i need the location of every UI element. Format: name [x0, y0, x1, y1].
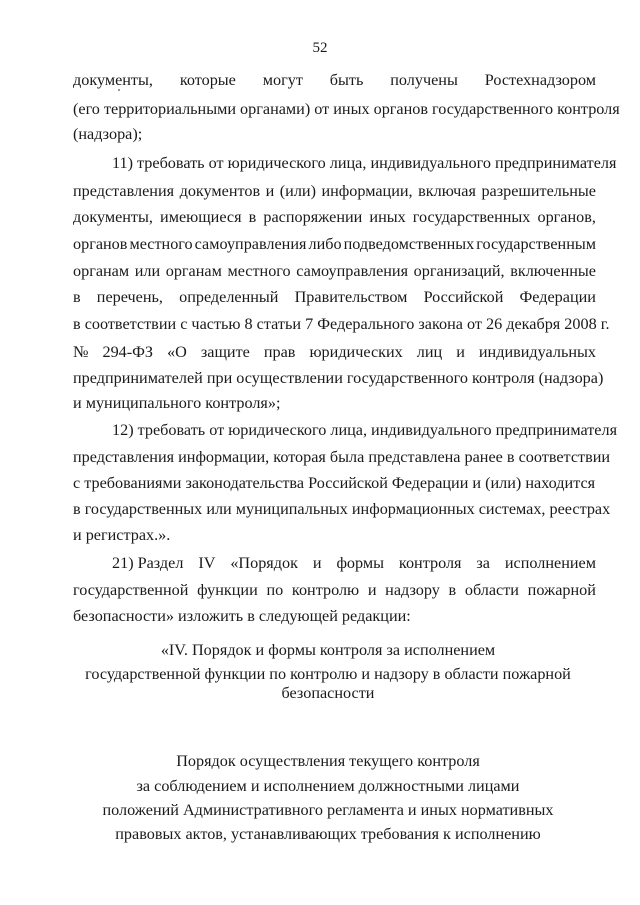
- page-number: 52: [312, 40, 328, 56]
- word: индивидуальных: [478, 343, 596, 361]
- word: формы: [336, 554, 384, 572]
- word: имеющиеся: [160, 208, 242, 226]
- body-line: [73, 181, 596, 201]
- word: подведомственных: [343, 235, 475, 253]
- body-line: 12) требовать от юридического лица, индивидуального предпринимателя: [112, 421, 618, 439]
- body-line: [73, 70, 596, 90]
- word: которые: [179, 71, 236, 89]
- body-line: [73, 234, 596, 254]
- body-line: [73, 342, 596, 362]
- word: информации,: [321, 182, 413, 200]
- word: IV: [198, 554, 216, 572]
- word: или: [134, 262, 161, 280]
- word: местного: [227, 262, 291, 280]
- word: за: [476, 554, 490, 572]
- word: организаций,: [413, 262, 505, 280]
- body-line: [73, 207, 596, 227]
- word: Российской: [423, 288, 504, 306]
- word: документы,: [73, 71, 153, 89]
- subsection-heading-line: правовых актов, устанавливающих требования к исполнению: [115, 825, 541, 843]
- word: 294-ФЗ: [102, 343, 154, 361]
- body-line: и регистрах.».: [73, 526, 171, 544]
- word: органов,: [537, 208, 596, 226]
- word: получены: [390, 71, 458, 89]
- word: документов: [179, 182, 261, 200]
- word: №: [73, 343, 89, 361]
- word: органам: [165, 262, 222, 280]
- word: органов: [73, 235, 128, 253]
- word: Ростехнадзором: [484, 71, 596, 89]
- body-line: (его территориальными органами) от иных органов государственного контроля: [73, 100, 620, 118]
- body-line: и муниципального контроля»;: [73, 394, 281, 412]
- section-heading-line: «IV. Порядок и формы контроля за исполнением: [160, 641, 496, 659]
- word: иных: [369, 208, 406, 226]
- word: и: [265, 182, 275, 200]
- word: государственной: [73, 581, 189, 599]
- word: в: [448, 581, 457, 599]
- word: контролю: [291, 581, 360, 599]
- body-line: [112, 553, 596, 573]
- section-heading-line: безопасности: [281, 684, 375, 702]
- word: перечень,: [96, 288, 163, 306]
- word: функции: [197, 581, 258, 599]
- body-line: (надзора);: [73, 125, 143, 143]
- word: пожарной: [527, 581, 596, 599]
- body-line: [73, 287, 596, 307]
- body-line: предпринимателей при осуществлении государственного контроля (надзора): [73, 369, 604, 387]
- word: по: [266, 581, 284, 599]
- subsection-heading-line: за соблюдением и исполнением должностными лицами: [136, 777, 520, 795]
- word: государственным: [476, 235, 596, 253]
- word: разрешительные: [481, 182, 596, 200]
- word: государственных: [412, 208, 531, 226]
- subsection-heading-line: Порядок осуществления текущего контроля: [176, 752, 480, 770]
- body-line: в государственных или муниципальных информационных системах, реестрах: [73, 500, 611, 518]
- word: прав: [263, 343, 296, 361]
- word: защите: [200, 343, 250, 361]
- word: самоуправления: [296, 262, 409, 280]
- word: Правительством: [294, 288, 408, 306]
- word: представления: [73, 182, 175, 200]
- word: и: [367, 581, 377, 599]
- word: органам: [73, 262, 130, 280]
- body-line: [73, 261, 596, 281]
- body-line: безопасности» изложить в следующей редакции:: [73, 607, 411, 625]
- body-line: в соответствии с частью 8 статьи 7 Федерального закона от 26 декабря 2008 г.: [73, 315, 610, 333]
- word: включенные: [510, 262, 596, 280]
- word: в: [73, 288, 81, 306]
- word: быть: [329, 71, 364, 89]
- word: контроля: [398, 554, 462, 572]
- section-heading-line: государственной функции по контролю и надзору в области пожарной: [85, 665, 571, 683]
- word: и: [456, 343, 465, 361]
- word: могут: [262, 71, 303, 89]
- body-line: 11) требовать от юридического лица, индивидуального предпринимателя: [112, 154, 617, 172]
- word: 21) Раздел: [112, 554, 184, 572]
- body-line: представления информации, которая была представлена ранее в соответствии: [73, 448, 611, 466]
- word: исполнением: [504, 554, 596, 572]
- word: документы,: [73, 208, 153, 226]
- word: области: [464, 581, 519, 599]
- word: (или): [279, 182, 316, 200]
- subsection-heading-line: положений Административного регламента и иных нормативных: [102, 801, 554, 819]
- word: определенный: [179, 288, 279, 306]
- word: самоуправления: [194, 235, 307, 253]
- word: либо: [308, 235, 342, 253]
- word: «Порядок: [230, 554, 298, 572]
- word: местного: [129, 235, 193, 253]
- word: лиц: [416, 343, 443, 361]
- word: Федерации: [519, 288, 596, 306]
- word: распоряжении: [263, 208, 363, 226]
- word: в: [248, 208, 257, 226]
- word: и: [312, 554, 322, 572]
- word: юридических: [309, 343, 403, 361]
- word: включая: [418, 182, 476, 200]
- word: надзору: [385, 581, 440, 599]
- body-line: [73, 580, 596, 600]
- word: «О: [167, 343, 187, 361]
- body-line: с требованиями законодательства Российской Федерации и (или) находится: [73, 474, 596, 492]
